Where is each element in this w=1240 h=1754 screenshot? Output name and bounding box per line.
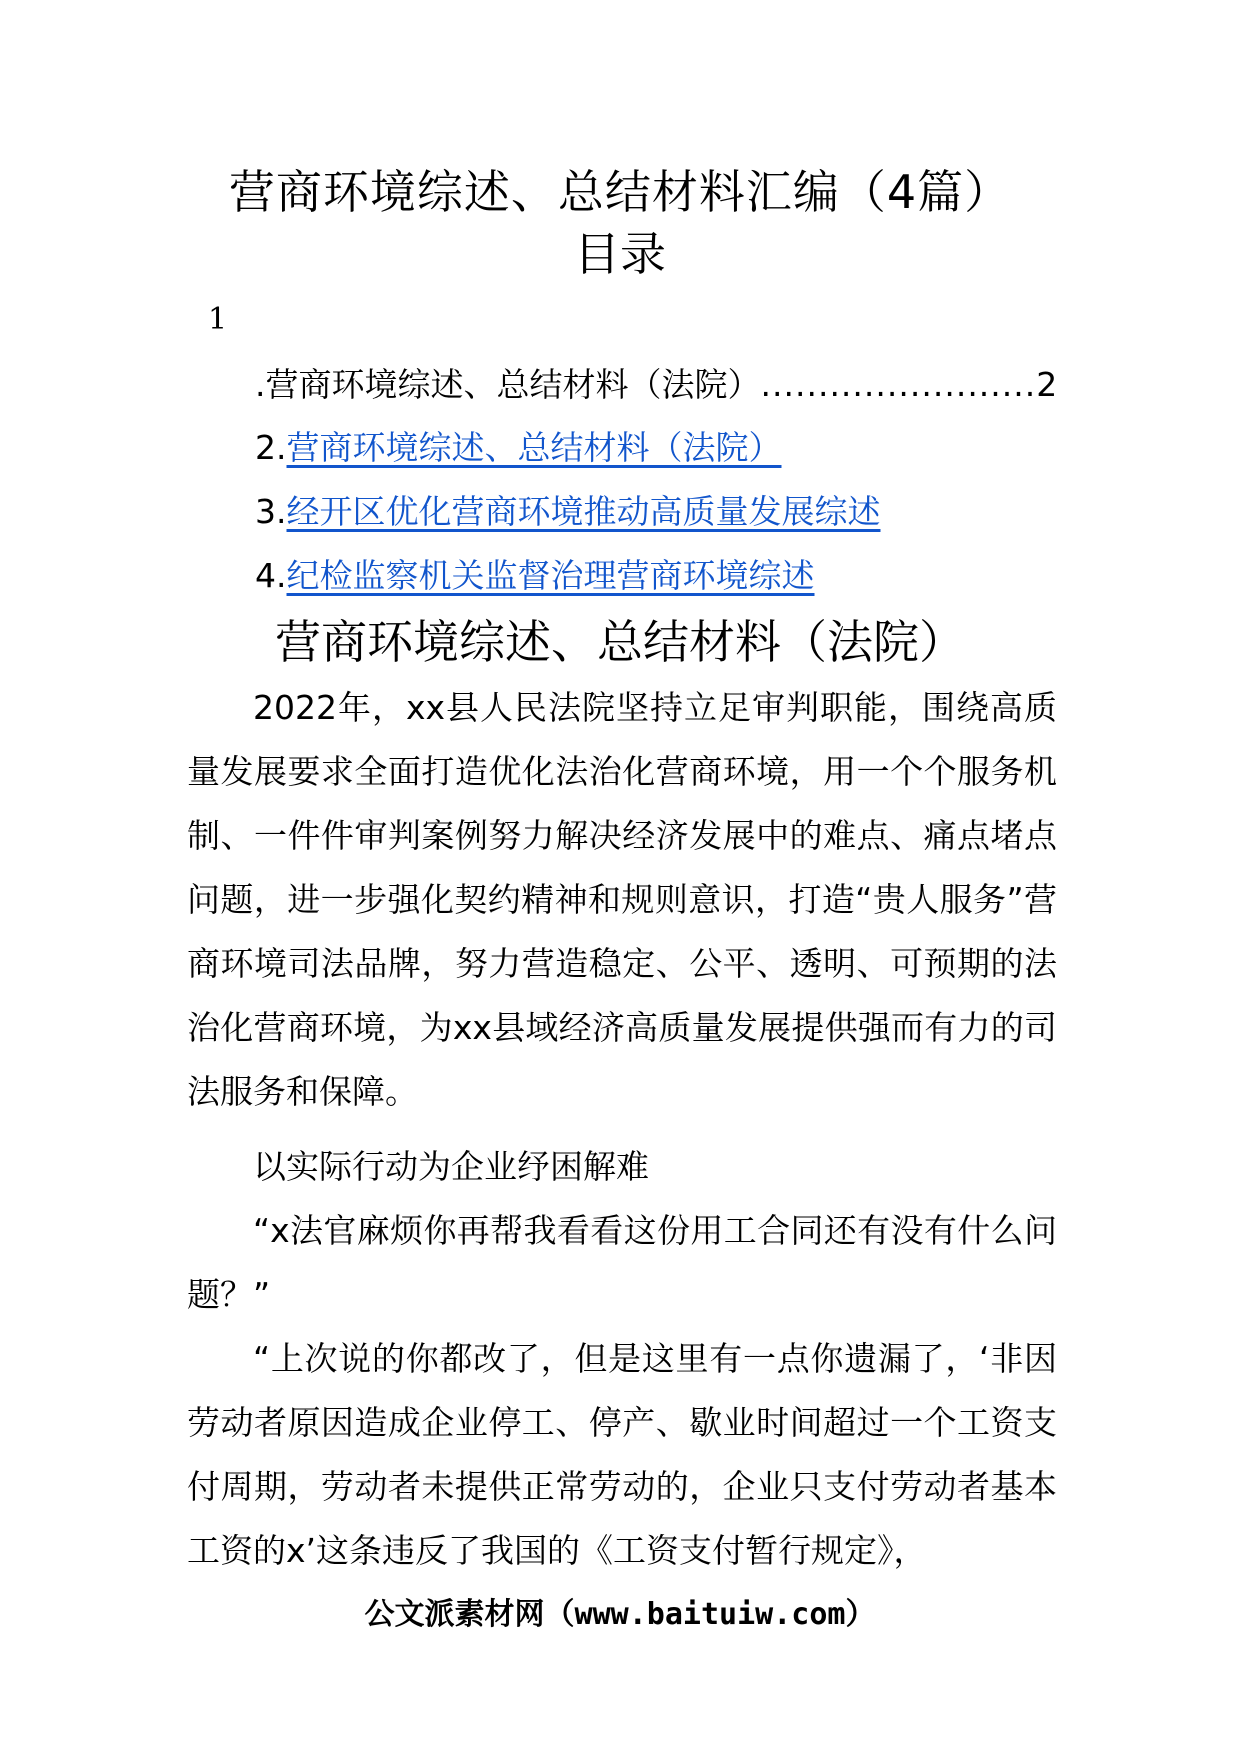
toc-item-number: 3. xyxy=(255,492,287,531)
body-paragraph: “x法官麻烦你再帮我看看这份用工合同还有没有什么问题？” xyxy=(187,1211,1057,1314)
footer-site-url[interactable]: （www.baituiw.com） xyxy=(544,1597,876,1632)
toc-link[interactable]: 纪检监察机关监督治理营商环境综述 xyxy=(286,556,815,595)
subheading: 以实际行动为企业纾困解难 xyxy=(253,1147,649,1186)
toc-heading: 目录 xyxy=(574,227,666,281)
toc-item-page: 2 xyxy=(1036,365,1058,404)
toc-item-label: .营商环境综述、总结材料（法院） xyxy=(255,365,761,404)
toc-item-number: 4. xyxy=(255,556,287,595)
toc-item-leader: ........................ xyxy=(760,365,1037,404)
body-paragraph: 2022年，xx县人民法院坚持立足审判职能，围绕高质量发展要求全面打造优化法治化营商环境，用一个个服务机制、一件件审判案例努力解决经济发展中的难点、痛点堵点问题，进一步强化契约精神和规则意识，打造“贵人服务”营商环境司法品牌，努力营造稳定、公平、透明、可预期的法治化营商环境，为xx县域经济高质量发展提供强而有力的司法服务和保障。 xyxy=(187,688,1057,1111)
toc-item-number: 2. xyxy=(255,428,287,467)
toc-item-4 xyxy=(255,553,815,599)
footer xyxy=(0,1595,1240,1635)
toc-link[interactable]: 营商环境综述、总结材料（法院） xyxy=(286,428,782,467)
toc-item-3 xyxy=(255,489,881,535)
body-paragraph: “上次说的你都改了，但是这里有一点你遗漏了，‘非因劳动者原因造成企业停工、停产、歇业时间超过一个工资支付周期，劳动者未提供正常劳动的，企业只支付劳动者基本工资的x’这条违反了我国的《工资支付暂行规定》， xyxy=(187,1339,1057,1570)
toc-item-2 xyxy=(255,425,782,471)
footer-site-name: 公文派素材网 xyxy=(364,1597,545,1632)
document-title: 营商环境综述、总结材料汇编（4篇） xyxy=(228,165,1012,219)
toc-item-1[interactable] xyxy=(255,362,1058,408)
toc-first-number: 1 xyxy=(208,302,228,337)
section-title: 营商环境综述、总结材料（法院） xyxy=(275,615,965,669)
toc-link[interactable]: 经开区优化营商环境推动高质量发展综述 xyxy=(286,492,881,531)
